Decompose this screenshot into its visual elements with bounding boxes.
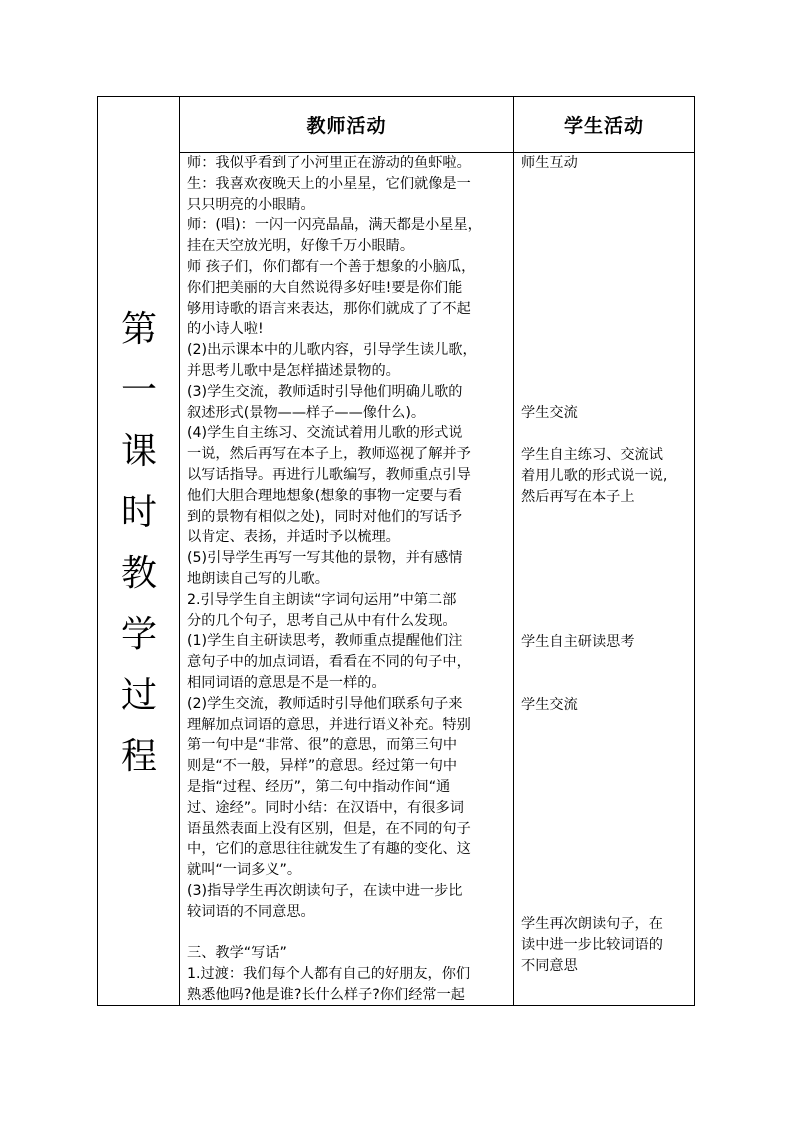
teacher-text-line: 过、途经”。同时小结：在汉语中，有很多词 xyxy=(187,799,464,816)
teacher-text-line: 一说，然后再写在本子上，教师巡视了解并予 xyxy=(187,446,471,463)
section-title-char: 教 xyxy=(120,553,157,594)
teacher-text-line: 则是“不一般，异样”的意思。经过第一句中 xyxy=(187,758,458,775)
student-text-line: 学生交流 xyxy=(521,405,578,421)
teacher-text-line: (3)学生交流，教师适时引导他们明确儿歌的 xyxy=(187,383,463,400)
teacher-activity-header: 教师活动 xyxy=(180,97,514,152)
student-text-line: 读中进一步比较词语的 xyxy=(521,937,663,953)
section-title-char: 课 xyxy=(120,431,157,472)
teacher-text-line: 理解加点词语的意思，并进行语义补充。特别 xyxy=(187,716,471,733)
teacher-text-line: 2.引导学生自主朗读“字词句运用”中第二部 xyxy=(187,591,457,608)
teacher-text-line: 够用诗歌的语言来表达，那你们就成了了不起 xyxy=(187,300,471,317)
student-activity-note xyxy=(521,695,578,716)
teacher-text-line: 地朗读自己写的儿歌。 xyxy=(187,570,329,587)
section-title-char: 程 xyxy=(120,736,157,777)
teacher-text-line: 三、教学“写话” xyxy=(187,945,287,962)
student-text-line: 学生自主研读思考 xyxy=(521,634,635,650)
student-text-line: 学生自主练习、交流试 xyxy=(521,447,663,463)
teacher-text-line: 的小诗人啦! xyxy=(187,321,264,338)
table-header-row xyxy=(180,97,694,153)
teacher-text-line: 师：我似乎看到了小河里正在游动的鱼虾啦。 xyxy=(187,155,471,171)
teacher-text-line: 师 孩子们，你们都有一个善于想象的小脑瓜， xyxy=(187,258,476,275)
section-title-char: 过 xyxy=(120,675,157,716)
student-text-line: 学生交流 xyxy=(521,697,578,713)
student-activity-note xyxy=(521,445,667,508)
teacher-text-line: 语虽然表面上没有区别，但是，在不同的句子 xyxy=(187,820,471,837)
teacher-activity-cell xyxy=(180,153,514,1005)
teacher-text-line: (4)学生自主练习、交流试着用儿歌的形式说 xyxy=(187,425,463,442)
teacher-text-line: 并思考儿歌中是怎样描述景物的。 xyxy=(187,362,400,379)
teacher-text-line: 1.过渡：我们每个人都有自己的好朋友，你们 xyxy=(187,966,471,983)
student-text-line: 不同意思 xyxy=(521,958,578,974)
teacher-text-line: 分的几个句子，思考自己从中有什么发现。 xyxy=(187,612,457,629)
teacher-text-line: 以写话指导。再进行儿歌编写，教师重点引导 xyxy=(187,466,471,483)
teacher-text-line: 到的景物有相似之处)，同时对他们的写话予 xyxy=(187,508,463,525)
teacher-text-line xyxy=(187,922,507,943)
student-activity-note xyxy=(521,153,578,174)
lesson-section-column xyxy=(98,97,180,1005)
student-text-line: 着用儿歌的形式说一说, xyxy=(521,468,668,484)
teacher-text-line: 就叫“一词多义”。 xyxy=(187,862,302,879)
teacher-text-line: 中，它们的意思往往就发生了有趣的变化、这 xyxy=(187,841,471,858)
teacher-text-line: 他们大胆合理地想象(想象的事物一定要与看 xyxy=(187,487,463,504)
student-text-line: 师生互动 xyxy=(521,155,578,171)
student-activity-note xyxy=(521,632,635,653)
teacher-text-line: 只只明亮的小眼睛。 xyxy=(187,196,315,213)
student-activity-cell xyxy=(514,153,694,1005)
teacher-text-line: 师：(唱)：一闪一闪亮晶晶，满天都是小星星， xyxy=(187,217,482,234)
teacher-text-line: (2)出示课本中的儿歌内容，引导学生读儿歌， xyxy=(187,342,477,359)
teacher-text-line: (3)指导学生再次朗读句子，在读中进一步比 xyxy=(187,882,463,899)
teacher-text-line: 是指“过程、经历”，第二句中指动作间“通 xyxy=(187,778,451,795)
section-title-char: 学 xyxy=(120,614,157,655)
teacher-text-line: (1)学生自主研读思考，教师重点提醒他们注 xyxy=(187,633,463,650)
section-title-char: 第 xyxy=(120,309,157,350)
teacher-text-line: 挂在天空放光明，好像千万小眼睛。 xyxy=(187,238,415,255)
section-title-vertical xyxy=(98,299,180,787)
teacher-text-line: 你们把美丽的大自然说得多好哇!要是你们能 xyxy=(187,279,463,296)
teacher-text-line: 相同词语的意思是不是一样的。 xyxy=(187,674,386,691)
section-title-char: 一 xyxy=(120,370,157,411)
teacher-text-line: 以肯定、表扬，并适时予以梳理。 xyxy=(187,529,400,546)
section-title-char: 时 xyxy=(120,492,157,533)
teacher-text-line: 意句子中的加点词语，看看在不同的句子中， xyxy=(187,654,471,671)
teacher-text-line: (2)学生交流，教师适时引导他们联系句子来 xyxy=(187,695,463,712)
teacher-text-line: 生：我喜欢夜晚天上的小星星，它们就像是一 xyxy=(187,175,471,192)
teacher-text-line: (5)引导学生再写一写其他的景物，并有感情 xyxy=(187,550,463,567)
teacher-text-line: 熟悉他吗?他是谁?长什么样子?你们经常一起 xyxy=(187,986,465,1003)
lesson-table xyxy=(97,96,695,1006)
student-activity-note xyxy=(521,914,663,977)
teacher-text-line: 第一句中是“非常、很”的意思，而第三句中 xyxy=(187,737,458,754)
teacher-text-line: 较词语的不同意思。 xyxy=(187,903,315,920)
student-activity-header: 学生活动 xyxy=(563,115,644,137)
student-text-line: 学生再次朗读句子，在 xyxy=(521,916,663,932)
student-text-line: 然后再写在本子上 xyxy=(521,489,635,505)
teacher-text-line: 叙述形式(景物——样子——像什么)。 xyxy=(187,404,426,421)
student-activity-note xyxy=(521,403,578,424)
